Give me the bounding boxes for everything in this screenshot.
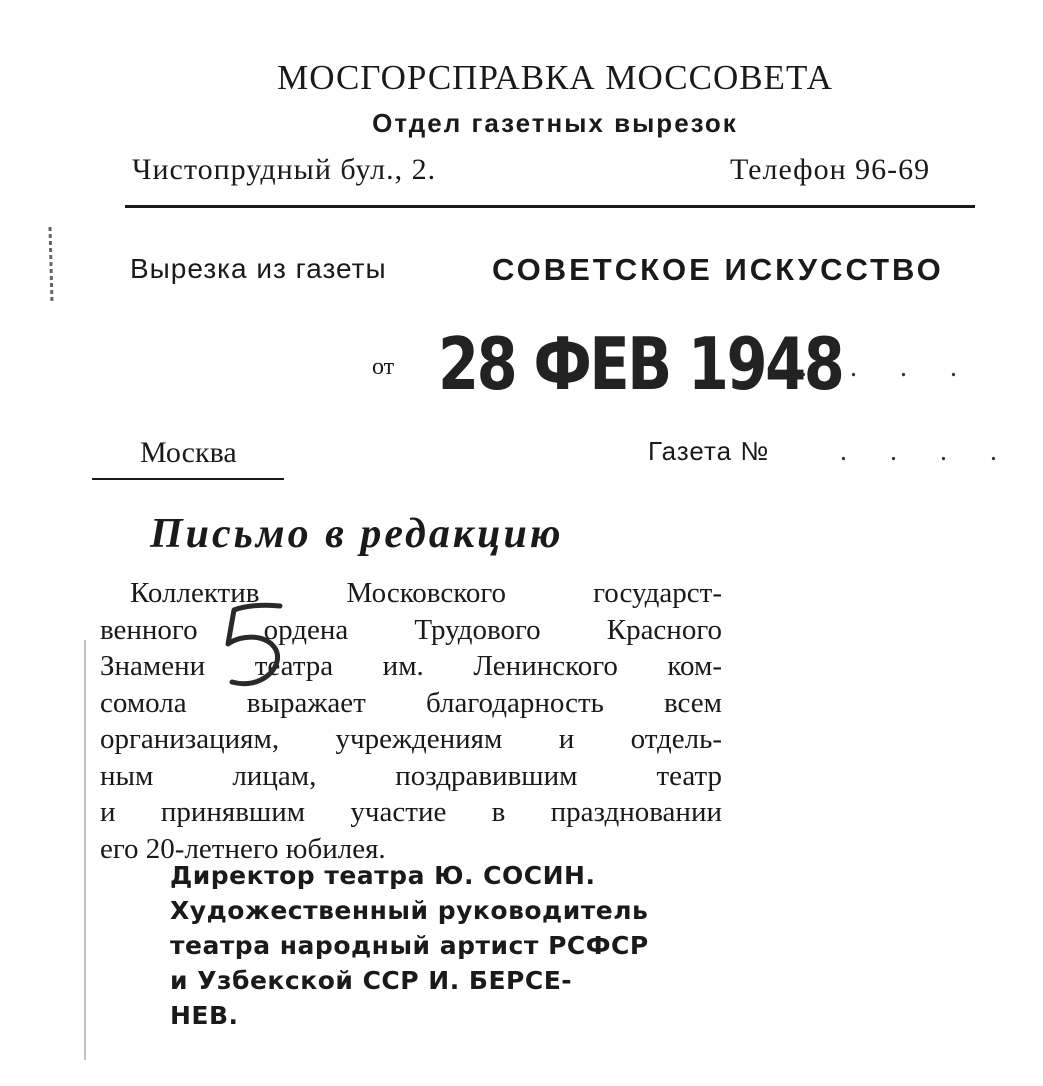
issue-dots: . . . . xyxy=(840,436,1015,467)
article-headline: Письмо в редакцию xyxy=(150,511,564,557)
date-stamp: 28 ФЕВ 1948 xyxy=(438,322,843,406)
organization-title: МОСГОРСПРАВКА МОССОВЕТА xyxy=(277,58,833,97)
date-dots: . . . . xyxy=(800,352,975,383)
article-line: Знамени театра им. Ленинского ком- xyxy=(100,650,722,682)
city-label: Москва xyxy=(140,436,237,469)
article-signature xyxy=(170,858,649,1033)
article-line: организациям, учреждениям и отдель- xyxy=(100,723,722,755)
header-divider xyxy=(125,205,975,208)
article-line: венного ордена Трудового Красного xyxy=(100,613,722,646)
margin-mark-icon xyxy=(44,225,58,305)
handwritten-mark-icon xyxy=(210,598,300,698)
article-body xyxy=(100,575,722,867)
signature-line: и Узбекской ССР И. БЕРСЕ- xyxy=(170,966,573,995)
article-line: Коллектив Московского государст- xyxy=(130,577,722,609)
article-line: ным лицам, поздравившим театр xyxy=(100,759,722,792)
article-line: и принявшим участие в праздновании xyxy=(100,796,722,828)
issue-label: Газета № xyxy=(648,436,770,466)
signature-line: Художественный руководитель xyxy=(170,896,649,925)
city-underline xyxy=(92,478,284,480)
department-title: Отдел газетных вырезок xyxy=(372,108,738,138)
signature-line: НЕВ. xyxy=(170,1001,239,1030)
article-line: сомола выражает благодарность всем xyxy=(100,686,722,719)
date-prefix: от xyxy=(372,354,395,380)
signature-line: Директор театра Ю. СОСИН. xyxy=(170,861,596,890)
phone-text: Телефон 96-69 xyxy=(730,153,931,186)
address-text: Чистопрудный бул., 2. xyxy=(132,153,437,186)
signature-line: театра народный артист РСФСР xyxy=(170,931,649,960)
clipping-edge xyxy=(84,640,86,1060)
article-line: его 20-летнего юбилея. xyxy=(100,832,386,865)
newspaper-name: СОВЕТСКОЕ ИСКУССТВО xyxy=(492,252,944,287)
clipping-label: Вырезка из газеты xyxy=(130,253,387,284)
